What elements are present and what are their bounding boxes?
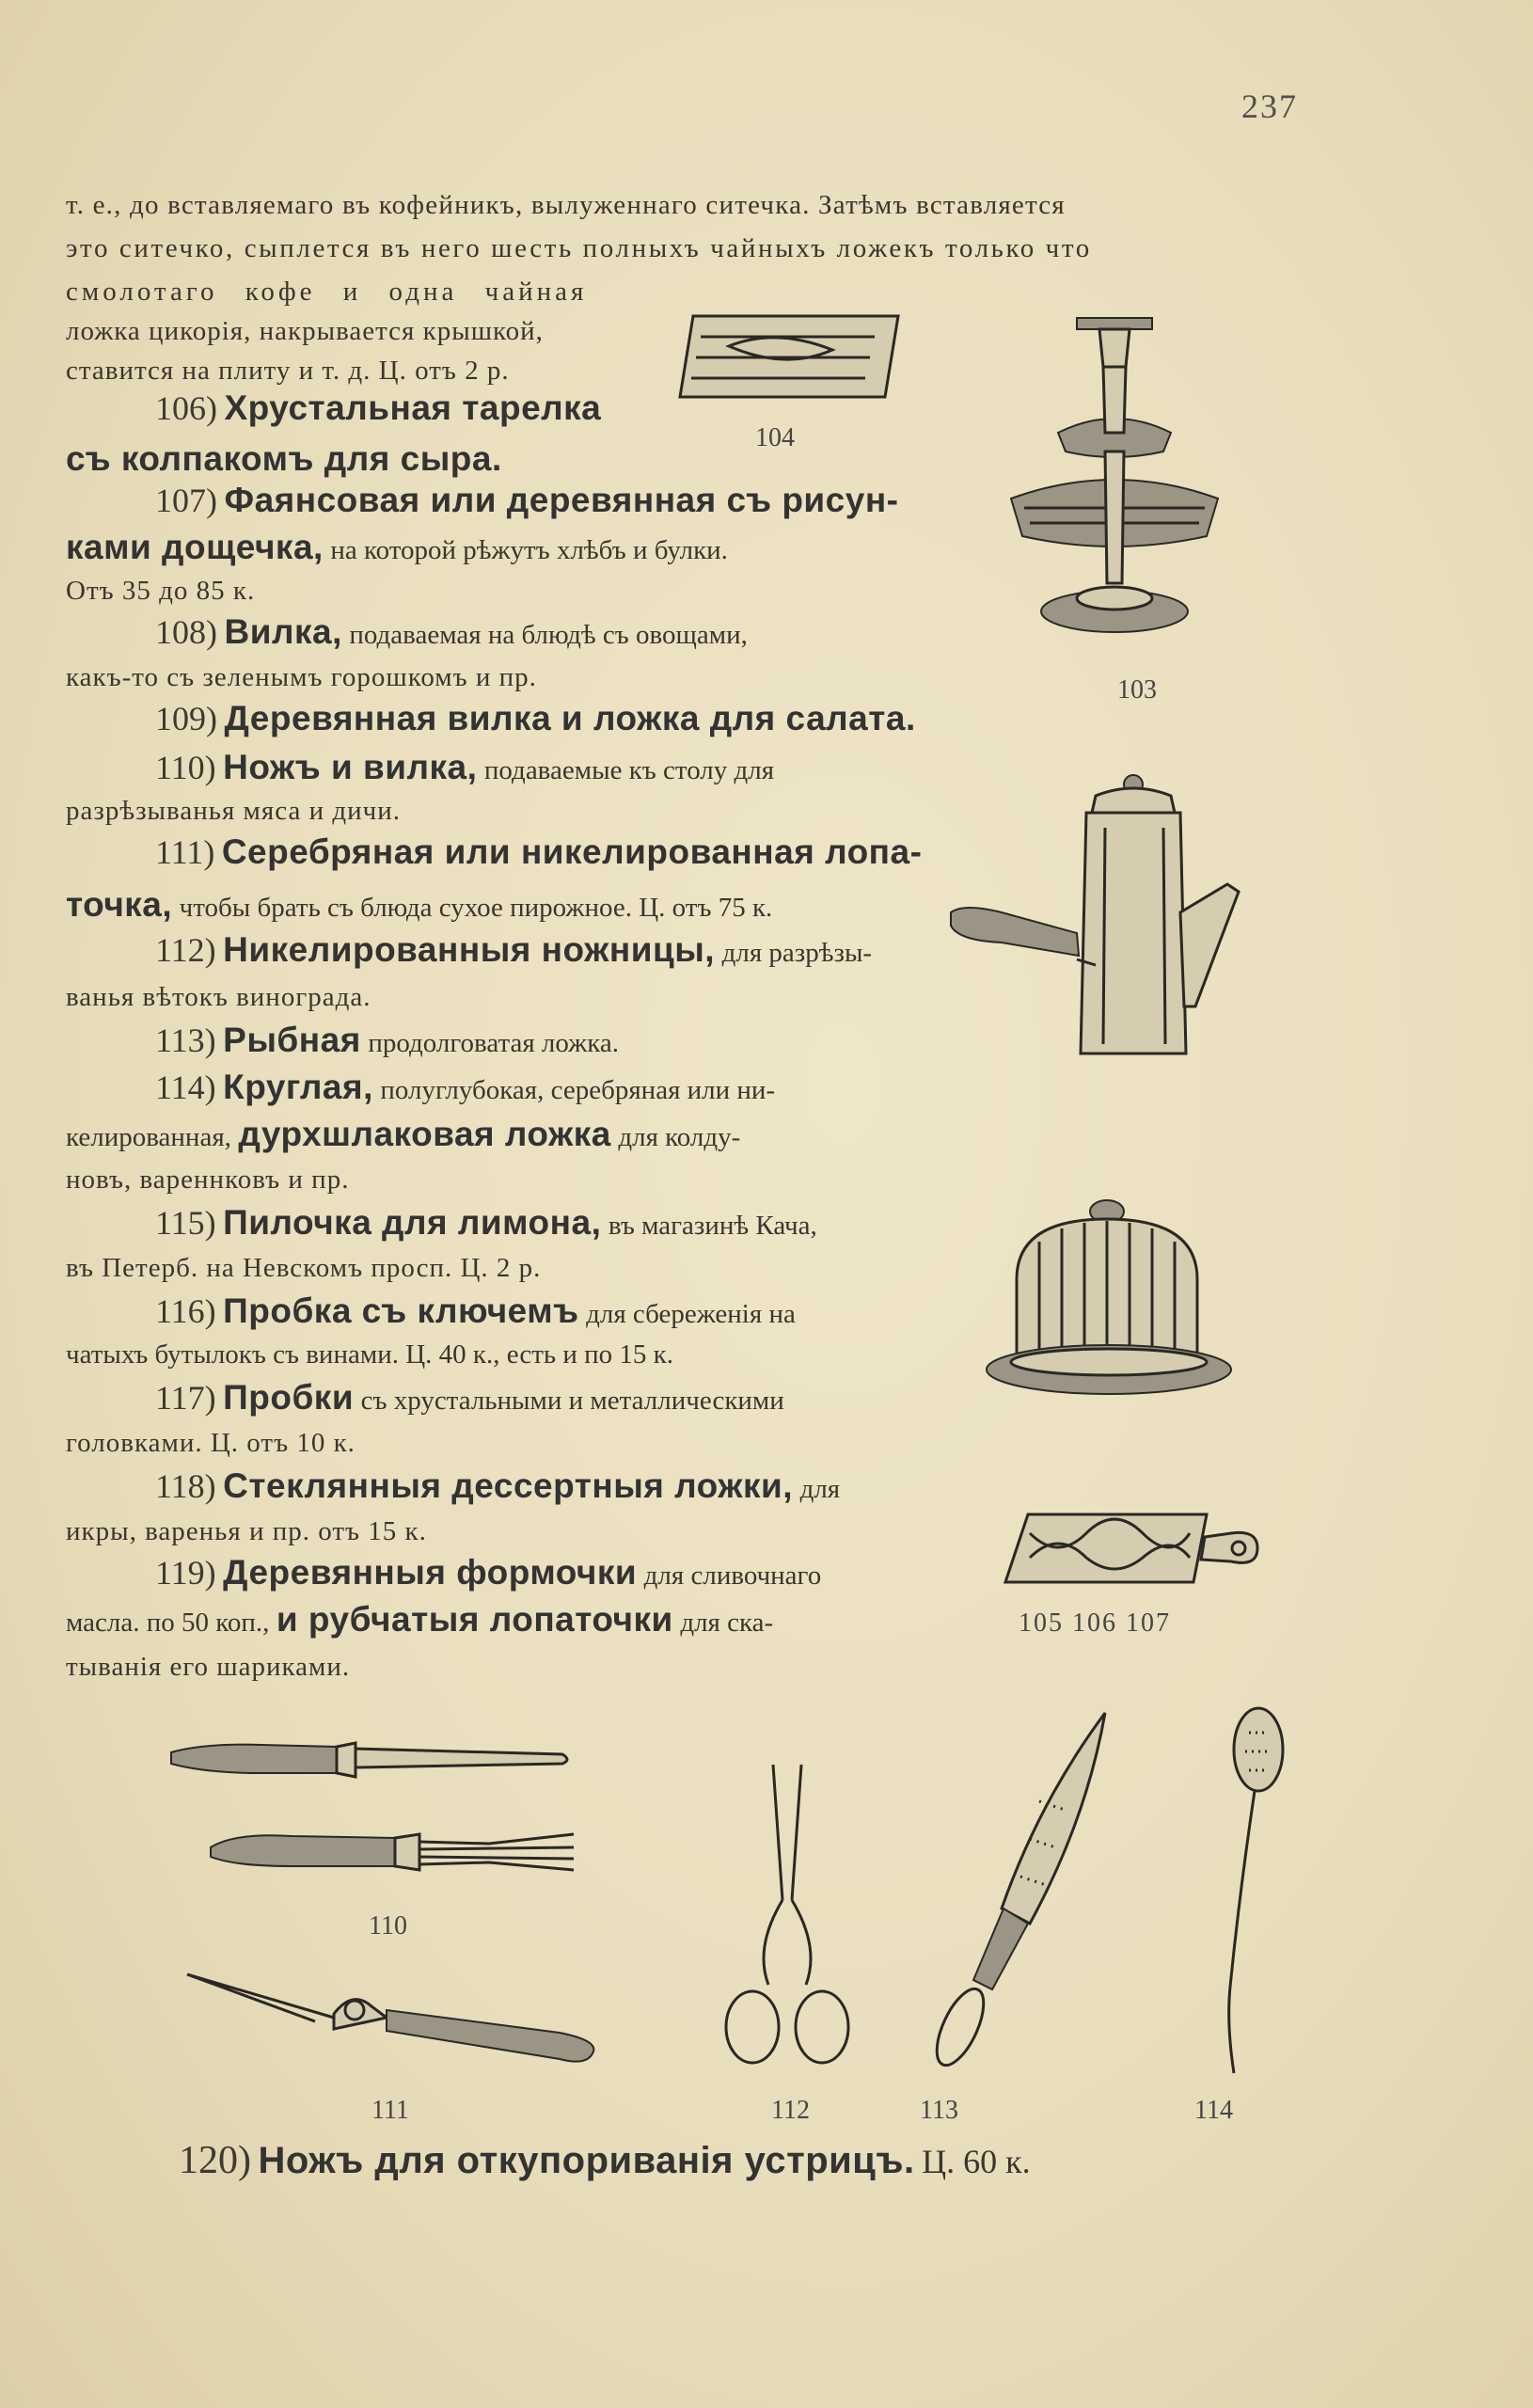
illustration-110-knife bbox=[167, 1735, 574, 1784]
illustration-105-107-board bbox=[1002, 1505, 1263, 1592]
item-114-heading-cont: дурхшлаковая ложка bbox=[238, 1115, 611, 1153]
item-118-text-cont: икры, варенья и пр. отъ 15 к. bbox=[66, 1516, 427, 1546]
item-112-heading: Никелированныя ножницы, bbox=[223, 930, 716, 969]
caption-114: 114 bbox=[1194, 2096, 1233, 2125]
item-112-text-cont: ванья вѣтокъ винограда. bbox=[66, 982, 371, 1012]
item-109-line-1 bbox=[155, 700, 916, 740]
item-111-heading-cont: точка, bbox=[66, 885, 173, 924]
item-119-number: 119) bbox=[155, 1554, 216, 1592]
intro-line-3: смолотаго кофе и одна чайная bbox=[66, 277, 588, 307]
item-106-line-2 bbox=[66, 440, 502, 481]
item-114-line-2 bbox=[66, 1116, 740, 1156]
item-116-text: для сбереженія на bbox=[586, 1299, 796, 1329]
item-110-text: подаваемые къ столу для bbox=[483, 755, 775, 785]
item-118-line-1 bbox=[155, 1467, 840, 1508]
item-115-text-cont: въ Петерб. на Невскомъ просп. Ц. 2 р. bbox=[66, 1253, 542, 1283]
item-117-heading: Пробки bbox=[223, 1378, 355, 1417]
intro-line-2: это ситечко, сыплется въ него шесть полныхъ чайныхъ ложекъ только что bbox=[66, 233, 1092, 263]
item-108-text-cont: какъ-то съ зеленымъ горошкомъ и пр. bbox=[66, 662, 537, 692]
caption-103: 103 bbox=[1117, 675, 1157, 705]
item-110-text-cont: разрѣзыванья мяса и дичи. bbox=[66, 796, 401, 826]
item-107-line-2 bbox=[66, 529, 728, 569]
item-120-text: Ц. 60 к. bbox=[922, 2143, 1031, 2180]
item-115-heading: Пилочка для лимона, bbox=[223, 1203, 602, 1242]
item-113-text: продолговатая ложка. bbox=[368, 1028, 619, 1058]
item-108-number: 108) bbox=[155, 613, 217, 651]
item-108-line-1 bbox=[155, 613, 748, 654]
item-114-heading: Круглая, bbox=[223, 1068, 373, 1106]
item-116-number: 116) bbox=[155, 1292, 216, 1330]
item-114-text-cont: новъ, вареннковъ и пр. bbox=[66, 1164, 350, 1195]
item-117-text: съ хрустальными и металлическими bbox=[360, 1386, 784, 1416]
item-111-number: 111) bbox=[155, 833, 215, 871]
item-116-line-1 bbox=[155, 1292, 796, 1333]
item-119-text-cont: тыванія его шариками. bbox=[66, 1652, 351, 1682]
item-112-text: для разрѣзы- bbox=[721, 938, 873, 968]
item-106-number: 106) bbox=[155, 389, 217, 427]
item-114-text: полуглубокая, серебряная или ни- bbox=[380, 1075, 776, 1105]
item-106-heading: Хрустальная тарелка bbox=[224, 388, 602, 427]
item-109-heading: Деревянная вилка и ложка для салата. bbox=[224, 699, 916, 737]
item-120-heading: Ножъ для откупориванія устрицъ. bbox=[258, 2140, 915, 2181]
illustration-111-server bbox=[183, 1961, 602, 2074]
illustration-cheese-dome bbox=[983, 1195, 1246, 1403]
item-116-heading: Пробка съ ключемъ bbox=[223, 1291, 579, 1330]
item-107-line-1 bbox=[155, 482, 899, 522]
item-110-heading: Ножъ и вилка, bbox=[223, 748, 478, 786]
item-107-heading-cont: ками дощечка, bbox=[66, 528, 324, 566]
item-111-text: чтобы брать съ блюда сухое пирожное. Ц. отъ 75 к. bbox=[179, 893, 773, 923]
illustration-114-skimmer bbox=[1202, 1704, 1305, 2081]
item-111-line-1 bbox=[155, 833, 922, 874]
intro-line-1: т. е., до вставляемаго въ кофейникъ, вылуженнаго ситечка. Затѣмъ вставляется bbox=[66, 190, 1066, 220]
item-106-heading-cont: съ колпакомъ для сыра. bbox=[66, 439, 502, 478]
intro-line-4: ложка цикорія, накрывается крышкой, bbox=[66, 316, 544, 346]
item-106-line-1 bbox=[155, 389, 601, 430]
item-109-number: 109) bbox=[155, 700, 217, 737]
illustration-coffee-pot bbox=[945, 771, 1256, 1072]
item-108-text: подаваемая на блюдѣ съ овощами, bbox=[349, 620, 748, 650]
item-119-text-2b: для ска- bbox=[680, 1608, 774, 1638]
item-117-text-cont: головками. Ц. отъ 10 к. bbox=[66, 1428, 356, 1458]
item-113-line-1 bbox=[155, 1022, 619, 1062]
caption-110: 110 bbox=[369, 1911, 407, 1941]
page-number: 237 bbox=[1241, 87, 1298, 125]
item-112-number: 112) bbox=[155, 931, 216, 969]
caption-113: 113 bbox=[920, 2096, 958, 2125]
item-114-number: 114) bbox=[155, 1069, 216, 1106]
item-119-heading: Деревянныя формочки bbox=[223, 1553, 638, 1592]
item-111-heading: Серебряная или никелированная лопа- bbox=[221, 832, 923, 871]
item-107-number: 107) bbox=[155, 482, 217, 519]
item-120-number: 120) bbox=[179, 2139, 251, 2182]
item-117-line-1 bbox=[155, 1379, 784, 1419]
illustration-104-tray bbox=[672, 309, 908, 408]
item-114-text-2a: келированная, bbox=[66, 1122, 231, 1152]
item-119-line-1 bbox=[155, 1554, 821, 1594]
item-107-text-cont: Отъ 35 до 85 к. bbox=[66, 576, 256, 606]
item-117-number: 117) bbox=[155, 1379, 216, 1417]
item-112-line-1 bbox=[155, 931, 872, 972]
item-120-line-1 bbox=[179, 2137, 1031, 2188]
item-119-heading-cont: и рубчатыя лопаточки bbox=[276, 1600, 673, 1639]
illustration-113-fish-server bbox=[926, 1707, 1114, 2079]
item-111-line-2 bbox=[66, 886, 772, 927]
item-113-heading: Рыбная bbox=[223, 1021, 361, 1059]
item-115-text: въ магазинѣ Кача, bbox=[608, 1211, 817, 1241]
item-115-number: 115) bbox=[155, 1204, 216, 1242]
item-119-text: для сливочнаго bbox=[643, 1560, 822, 1591]
item-119-text-2a: масла. по 50 коп., bbox=[66, 1608, 270, 1638]
illustration-112-scissors bbox=[717, 1759, 858, 2069]
item-107-heading: Фаянсовая или деревянная съ рисун- bbox=[224, 481, 899, 519]
item-113-number: 113) bbox=[155, 1022, 216, 1059]
caption-112: 112 bbox=[771, 2096, 810, 2125]
illustration-110-fork bbox=[207, 1825, 583, 1879]
illustration-103-tiered-stand bbox=[1002, 310, 1227, 649]
item-116-text-cont: чатыхъ бутылокъ съ винами. Ц. 40 к., есть и по 15 к. bbox=[66, 1339, 673, 1370]
intro-line-5: ставится на плиту и т. д. Ц. отъ 2 р. bbox=[66, 356, 510, 386]
caption-105-106-107: 105 106 107 bbox=[1019, 1608, 1171, 1638]
item-115-line-1 bbox=[155, 1204, 817, 1244]
item-114-text-2b: для колду- bbox=[618, 1122, 741, 1152]
item-108-heading: Вилка, bbox=[224, 612, 342, 651]
item-118-heading: Стеклянныя дессертныя ложки, bbox=[223, 1466, 794, 1505]
caption-104: 104 bbox=[755, 423, 795, 452]
item-118-number: 118) bbox=[155, 1467, 216, 1505]
item-119-line-2 bbox=[66, 1601, 773, 1641]
item-114-line-1 bbox=[155, 1069, 775, 1109]
item-110-number: 110) bbox=[155, 749, 216, 786]
item-118-text: для bbox=[799, 1474, 841, 1504]
item-110-line-1 bbox=[155, 749, 774, 789]
caption-111: 111 bbox=[371, 2096, 409, 2125]
item-107-text: на которой рѣжутъ хлѣбъ и булки. bbox=[330, 535, 728, 565]
